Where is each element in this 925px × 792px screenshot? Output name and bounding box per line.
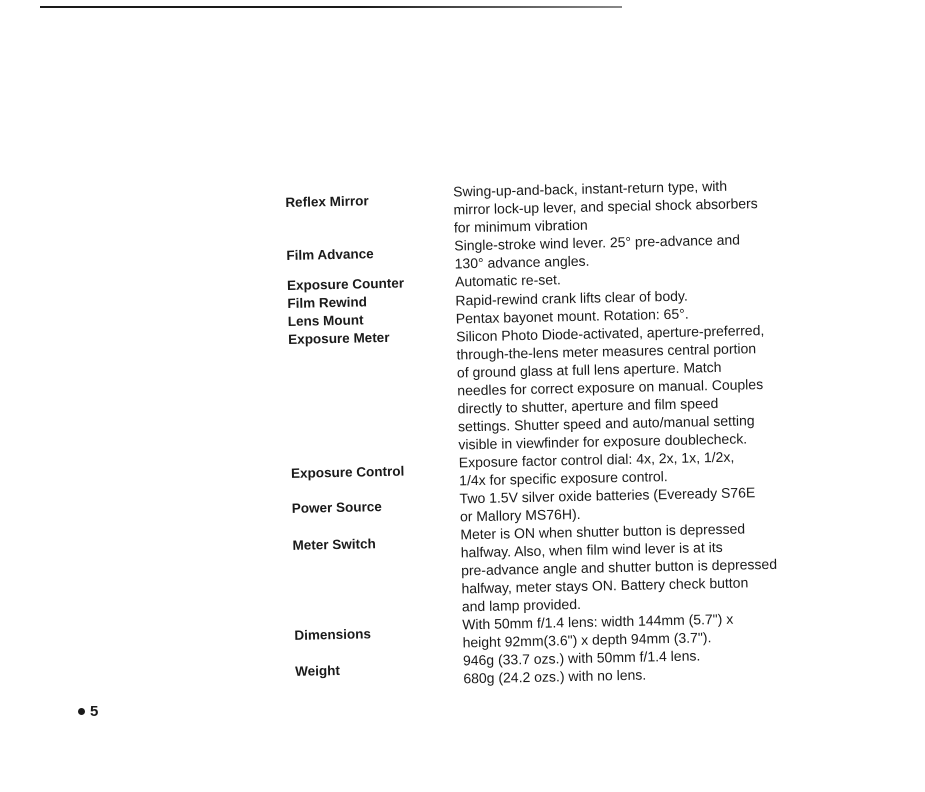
spec-row-exposure-meter (288, 320, 831, 457)
spec-label: Exposure Meter (288, 329, 390, 347)
spec-value: Rapid-rewind crank lifts clear of body. (455, 287, 688, 309)
spec-label: Dimensions (294, 626, 372, 643)
spec-value: Two 1.5V silver oxide batteries (Eveready S76E or Mallory MS76H). (459, 484, 756, 525)
top-rule (40, 6, 622, 8)
spec-label: Film Advance (286, 246, 374, 263)
spec-label: Reflex Mirror (285, 193, 369, 210)
spec-label: Weight (295, 662, 341, 679)
spec-value: Single-stroke wind lever. 25° pre-advance and 130° advance angles. (454, 231, 741, 272)
spec-label: Meter Switch (292, 536, 376, 553)
spec-label: Lens Mount (287, 312, 364, 329)
page-number-text: 5 (90, 703, 99, 720)
spec-table (285, 175, 835, 691)
spec-value: Pentax bayonet mount. Rotation: 65°. (455, 305, 689, 327)
spec-label: Power Source (291, 499, 382, 516)
spec-value: Swing-up-and-back, instant-return type, with mirror lock-up lever, and special shock absorbers for minimum vibration (452, 177, 758, 236)
spec-value: 946g (33.7 ozs.) with 50mm f/1.4 lens. 680g (24.2 ozs.) with no lens. (462, 647, 701, 687)
spec-row-meter-switch (292, 518, 834, 619)
spec-label: Exposure Control (290, 463, 405, 481)
spec-value: Meter is ON when shutter button is depressed halfway. Also, when film wind lever is at its pre-advance angle and shutter button is depressed halfway, meter stays ON. Battery check button and lamp provided. (460, 520, 778, 615)
bullet-icon (78, 708, 85, 715)
spec-value: With 50mm f/1.4 lens: width 144mm (5.7") x height 92mm(3.6") x depth 94mm (3.7"). (462, 610, 734, 651)
spec-value: Exposure factor control dial: 4x, 2x, 1x, 1/2x, 1/4x for specific exposure control. (458, 448, 735, 489)
spec-value: Silicon Photo Diode-activated, aperture-preferred, through-the-lens meter measures central portion of ground glass at full lens aperture. Match needles for correct exposure on manual. Couples directly to shutter, aperture and film speed settings. Shutter speed and auto/manual setting visible in viewfinder for exposure doublecheck. (456, 321, 765, 453)
spec-label: Film Rewind (287, 294, 368, 311)
spec-value: Automatic re-set. (454, 271, 562, 290)
page-number (78, 703, 98, 720)
spec-label: Exposure Counter (286, 275, 405, 293)
